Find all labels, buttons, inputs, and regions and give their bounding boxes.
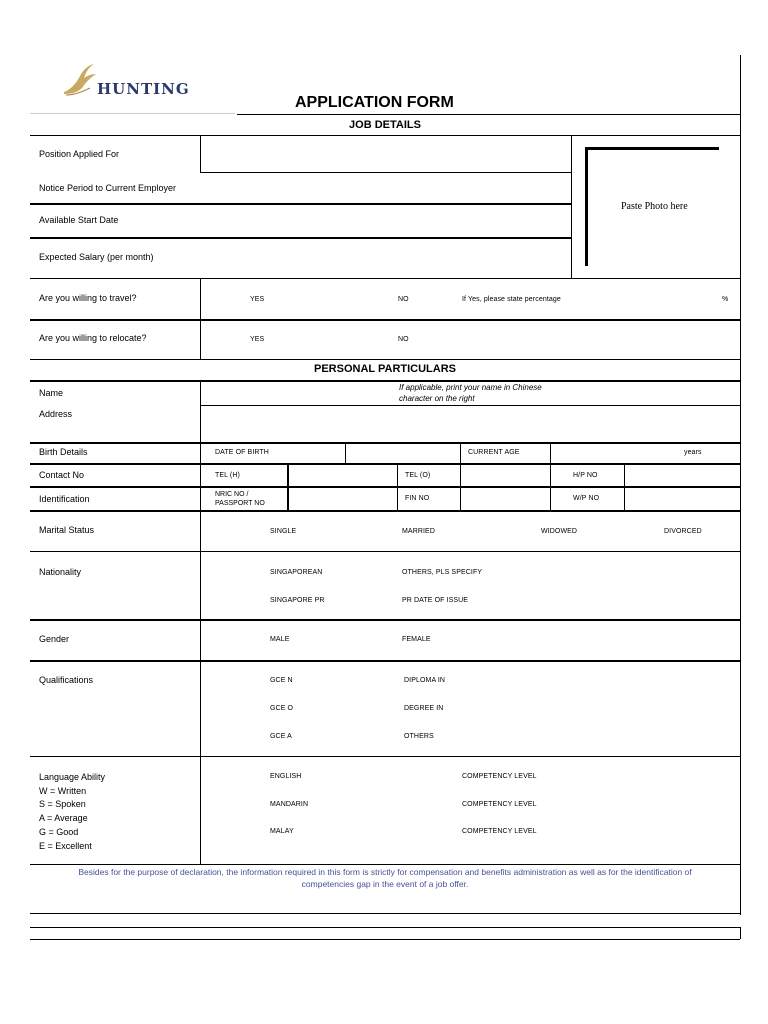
nationality-pr-option[interactable]: SINGAPORE PR (270, 597, 325, 604)
start-date-field[interactable] (201, 206, 570, 236)
marital-married-option[interactable]: MARRIED (402, 528, 435, 535)
address-field[interactable] (201, 406, 739, 442)
hp-label: H/P NO (573, 472, 598, 479)
qual-degree-option[interactable]: DEGREE IN (404, 705, 444, 712)
label-name: Name (39, 388, 64, 398)
page-title: APPLICATION FORM (295, 94, 454, 111)
lang-english-option[interactable]: ENGLISH (270, 773, 302, 780)
label-identification: Identification (39, 494, 90, 504)
label-start-date: Available Start Date (39, 215, 119, 225)
nric-passport-label: NRIC NO / PASSPORT NO (215, 491, 265, 507)
label-marital-status: Marital Status (39, 525, 95, 535)
nric-field[interactable] (289, 488, 397, 510)
wp-field[interactable] (625, 488, 739, 510)
qual-diploma-option[interactable]: DIPLOMA IN (404, 677, 446, 684)
gender-female-option[interactable]: FEMALE (402, 636, 431, 643)
relocate-yes-option[interactable]: YES (250, 336, 265, 343)
label-birth-details: Birth Details (39, 447, 88, 457)
malay-competency-label: COMPETENCY LEVEL (462, 828, 537, 835)
label-gender: Gender (39, 634, 70, 644)
travel-percentage-label: If Yes, please state percentage (462, 296, 561, 303)
travel-no-option[interactable]: NO (398, 296, 409, 303)
nationality-others-option[interactable]: OTHERS, PLS SPECIFY (402, 569, 483, 576)
dob-label: DATE OF BIRTH (215, 449, 269, 456)
legend-excellent: E = Excellent (39, 840, 92, 851)
current-age-label: CURRENT AGE (468, 449, 520, 456)
label-contact-no: Contact No (39, 470, 85, 480)
label-position: Position Applied For (39, 149, 120, 159)
qual-gce-n-option[interactable]: GCE N (270, 677, 293, 684)
qual-gce-a-option[interactable]: GCE A (270, 733, 292, 740)
section-personal-particulars: PERSONAL PARTICULARS (314, 363, 456, 375)
marital-divorced-option[interactable]: DIVORCED (664, 528, 702, 535)
qual-gce-o-option[interactable]: GCE O (270, 705, 294, 712)
label-relocate: Are you willing to relocate? (39, 333, 147, 343)
expected-salary-field[interactable] (201, 240, 570, 277)
tel-h-field[interactable] (289, 465, 397, 485)
photo-box[interactable] (585, 147, 721, 266)
section-job-details: JOB DETAILS (349, 119, 421, 131)
tel-o-field[interactable] (461, 465, 549, 485)
legend-average: A = Average (39, 813, 88, 824)
company-logo (60, 62, 190, 102)
label-travel: Are you willing to travel? (39, 293, 137, 303)
fin-field[interactable] (461, 488, 549, 510)
fin-label: FIN NO (405, 495, 430, 502)
label-expected-salary: Expected Salary (per month) (39, 252, 154, 262)
photo-placeholder-text: Paste Photo here (621, 201, 688, 212)
label-notice-period: Notice Period to Current Employer (39, 183, 177, 193)
name-field[interactable] (201, 382, 391, 404)
legend-good: G = Good (39, 826, 79, 837)
years-label: years (684, 449, 702, 456)
tel-h-label: TEL (H) (215, 472, 240, 479)
legend-spoken: S = Spoken (39, 799, 86, 810)
lang-mandarin-option[interactable]: MANDARIN (270, 801, 309, 808)
pr-date-label: PR DATE OF ISSUE (402, 597, 469, 604)
language-ability-block (39, 771, 105, 853)
position-field[interactable] (201, 136, 570, 171)
wings-emblem-icon (60, 62, 98, 98)
mandarin-competency-label: COMPETENCY LEVEL (462, 801, 537, 808)
qual-others-option[interactable]: OTHERS (404, 733, 434, 740)
current-age-field[interactable] (551, 444, 679, 462)
lang-malay-option[interactable]: MALAY (270, 828, 294, 835)
english-competency-label: COMPETENCY LEVEL (462, 773, 537, 780)
label-nationality: Nationality (39, 567, 82, 577)
gender-male-option[interactable]: MALE (270, 636, 290, 643)
marital-widowed-option[interactable]: WIDOWED (541, 528, 578, 535)
nationality-singaporean-option[interactable]: SINGAPOREAN (270, 569, 323, 576)
logo-text: HUNTING (97, 80, 190, 98)
disclaimer-note: Besides for the purpose of declaration, the information required in this form is strictly for compensation and benefits administration as well as for the identification of competencies gap in the event of a job offer. (78, 867, 692, 889)
dob-field[interactable] (346, 444, 459, 462)
percent-sign: % (722, 296, 729, 303)
wp-label: W/P NO (573, 495, 600, 502)
travel-yes-option[interactable]: YES (250, 296, 265, 303)
notice-period-field[interactable] (201, 173, 570, 202)
label-address: Address (39, 409, 73, 419)
name-chinese-note: If applicable, print your name in Chinese character on the right (399, 383, 542, 403)
hp-field[interactable] (625, 465, 739, 485)
tel-o-label: TEL (O) (405, 472, 431, 479)
label-language-ability: Language Ability (39, 772, 106, 782)
label-qualifications: Qualifications (39, 675, 94, 685)
marital-single-option[interactable]: SINGLE (270, 528, 297, 535)
legend-written: W = Written (39, 785, 87, 796)
relocate-no-option[interactable]: NO (398, 336, 409, 343)
